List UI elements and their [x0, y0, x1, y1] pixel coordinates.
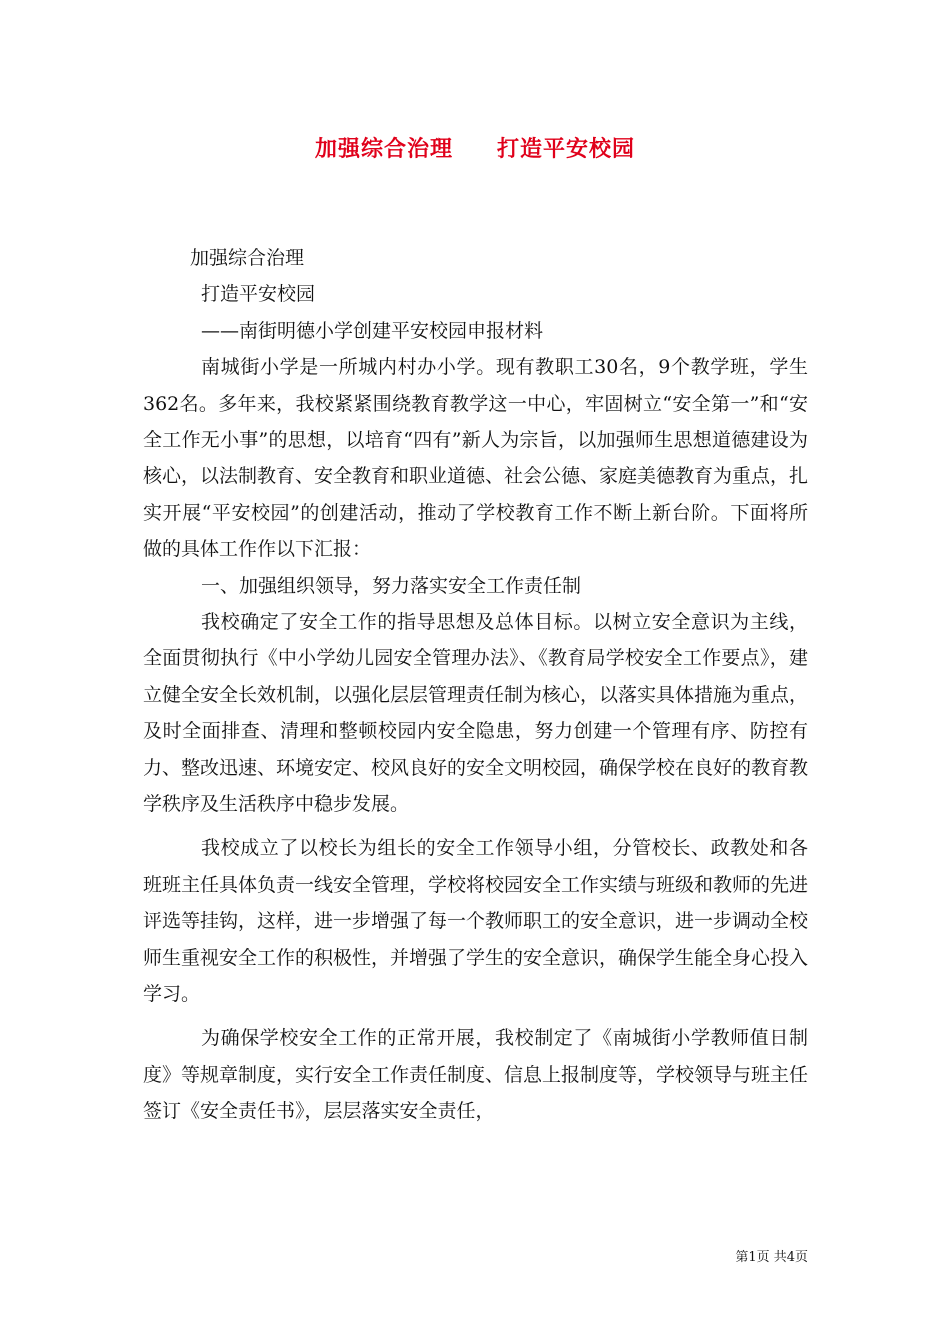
subtitle-line-1: 加强综合治理 [190, 247, 305, 269]
subtitle-line-2: 打造平安校园 [201, 283, 316, 306]
subtitle-line-3: ——南街明德小学创建平安校园申报材料 [201, 319, 544, 342]
title-part-2: 打造平安校园 [497, 136, 636, 162]
paragraph-leadership-group: 我校成立了以校长为组长的安全工作领导小组，分管校长、政教处和各班班主任具体负责一线安全管理，学校将校园安全工作实绩与班级和教师的先进评选等挂钩，这样，进一步增强了每一个教师职工的安全意识，进一步调动全校师生重视安全工作的积极性，并增强了学生的安全意识，确保学生能全身心投入学习。 [143, 837, 809, 1006]
title-part-1: 加强综合治理 [314, 136, 453, 162]
paragraph-objectives: 我校确定了安全工作的指导思想及总体目标。以树立安全意识为主线，全面贯彻执行《中小学幼儿园安全管理办法》、《教育局学校安全工作要点》，建立健全安全长效机制，以强化层层管理责任制为核心，以落实具体措施为重点，及时全面排查、清理和整顿校园内安全隐患，努力创建一个管理有序、防控有力、整改迅速、环境安定、校风良好的安全文明校园，确保学校在良好的教育教学秩序及生活秩序中稳步发展。 [143, 611, 809, 816]
document-body [143, 240, 808, 1130]
document-title [0, 132, 950, 163]
section-heading-1: 一、加强组织领导，努力落实安全工作责任制 [201, 574, 582, 597]
page-number: 第1页 共4页 [735, 1250, 808, 1265]
paragraph-intro: 南城街小学是一所城内村办小学。现有教职工30名，9个教学班，学生362名。多年来，我校紧紧围绕教育教学这一中心，牢固树立“安全第一”和“安全工作无小事”的思想，以培育“四有”新人为宗旨，以加强师生思想道德建设为核心，以法制教育、安全教育和职业道德、社会公德、家庭美德教育为重点，扎实开展“平安校园”的创建活动，推动了学校教育工作不断上新台阶。下面将所做的具体工作作以下汇报： [143, 356, 809, 561]
paragraph-regulations: 为确保学校安全工作的正常开展，我校制定了《南城街小学教师值日制度》等规章制度，实行安全工作责任制度、信息上报制度等，学校领导与班主任签订《安全责任书》，层层落实安全责任， [143, 1027, 809, 1123]
